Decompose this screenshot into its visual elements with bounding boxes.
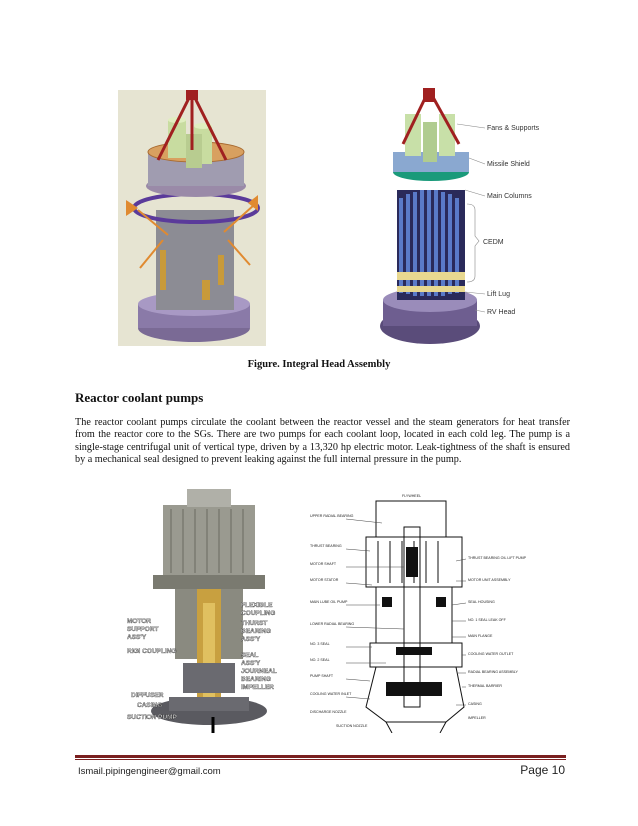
svg-text:BEARING: BEARING: [241, 628, 271, 635]
svg-text:NO. 2 SEAL: NO. 2 SEAL: [310, 658, 330, 662]
svg-text:PUMP SHAFT: PUMP SHAFT: [310, 674, 334, 678]
footer-page-number: Page 10: [520, 763, 565, 777]
label-rv-head: RV Head: [487, 309, 516, 316]
svg-text:JOURNEAL: JOURNEAL: [241, 668, 277, 675]
integral-head-labeled-diagram: [375, 86, 570, 350]
section-heading: Reactor coolant pumps: [75, 390, 204, 405]
svg-text:FLYWHEEL: FLYWHEEL: [402, 494, 422, 498]
footer-email: Ismail.pipingengineer@gmail.com: [78, 766, 221, 777]
label-suction-pump: SUCTION PUMP: [127, 714, 177, 721]
svg-text:MOTOR SHAFT: MOTOR SHAFT: [310, 562, 337, 566]
svg-text:BEARING: BEARING: [241, 676, 271, 683]
paragraph-text: The reactor coolant pumps circulate the coolant between the reactor vessel and the steam generators for heat transfer from the reactor core to the SGs. There are two pumps for each coolant loop, located in each cold leg. The pump is a single-stage centrifugal unit of vertical type, driven by a 13,320 hp electric motor. Leak-tightness of the shaft is ensured by a mechanical seal designed to prevent leaking against the full internal pressure in the pump.: [75, 417, 570, 466]
label-rigid-coupling: RIGI COUPLING: [127, 648, 177, 655]
integral-head-render-image: [118, 90, 266, 346]
pump-cutaway-image: [123, 483, 297, 733]
svg-text:RADIAL BEARING ASSEMBLY: RADIAL BEARING ASSEMBLY: [468, 670, 518, 674]
svg-text:DISCHARGE NOZZLE: DISCHARGE NOZZLE: [310, 710, 347, 714]
figure-caption: Figure. Integral Head Assembly: [247, 359, 391, 370]
svg-text:UPPER RADIAL BEARING: UPPER RADIAL BEARING: [310, 514, 354, 518]
svg-text:MOTOR STATOR: MOTOR STATOR: [310, 578, 339, 582]
svg-text:MOTOR UNIT ASSEMBLY: MOTOR UNIT ASSEMBLY: [468, 578, 511, 582]
svg-text:ASS'Y: ASS'Y: [127, 634, 147, 641]
svg-text:LOWER RADIAL BEARING: LOWER RADIAL BEARING: [310, 622, 355, 626]
label-fans-supports: Fans & Supports: [487, 125, 540, 132]
label-diffuser: DIFFUSER: [131, 692, 164, 699]
svg-text:ASS'Y: ASS'Y: [241, 660, 261, 667]
svg-text:NO. 1 SEAL LEAK OFF: NO. 1 SEAL LEAK OFF: [468, 618, 506, 622]
svg-text:MAIN FLANGE: MAIN FLANGE: [468, 634, 493, 638]
svg-text:COOLING WATER INLET: COOLING WATER INLET: [310, 692, 352, 696]
svg-text:ASS'Y: ASS'Y: [241, 636, 261, 643]
svg-text:THURST: THURST: [241, 620, 268, 627]
body-paragraph: [75, 417, 570, 467]
label-impeller: IMPELLER: [241, 684, 274, 691]
label-lift-lug: Lift Lug: [487, 291, 510, 298]
svg-text:SUCTION NOZZLE: SUCTION NOZZLE: [336, 724, 368, 728]
footer-rule-thick: [75, 755, 566, 758]
label-casing: CASING: [137, 702, 163, 709]
footer-rule-thin: [75, 759, 566, 760]
label-missile-shield: Missile Shield: [487, 161, 530, 168]
svg-text:MAIN LUBE OIL PUMP: MAIN LUBE OIL PUMP: [310, 600, 348, 604]
svg-text:THRUST BEARING: THRUST BEARING: [310, 544, 342, 548]
svg-text:FLEXIBLE: FLEXIBLE: [241, 602, 273, 609]
svg-text:THERMAL BARRIER: THERMAL BARRIER: [468, 684, 503, 688]
svg-text:SUPPORT: SUPPORT: [127, 626, 159, 633]
svg-text:NO. 3 SEAL: NO. 3 SEAL: [310, 642, 330, 646]
svg-text:COOLING WATER OUTLET: COOLING WATER OUTLET: [468, 652, 514, 656]
pump-line-drawing: [306, 487, 568, 733]
label-motor-support: MOTOR: [127, 618, 152, 625]
svg-text:CASING: CASING: [468, 702, 482, 706]
svg-text:SEAL HOUSING: SEAL HOUSING: [468, 600, 495, 604]
label-cedm: CEDM: [483, 239, 504, 246]
label-main-columns: Main Columns: [487, 193, 532, 200]
svg-text:COUPLING: COUPLING: [241, 610, 276, 617]
svg-text:THRUST BEARING OIL LIFT PUMP: THRUST BEARING OIL LIFT PUMP: [468, 556, 527, 560]
svg-text:IMPELLER: IMPELLER: [468, 716, 486, 720]
svg-text:SEAL: SEAL: [241, 652, 259, 659]
